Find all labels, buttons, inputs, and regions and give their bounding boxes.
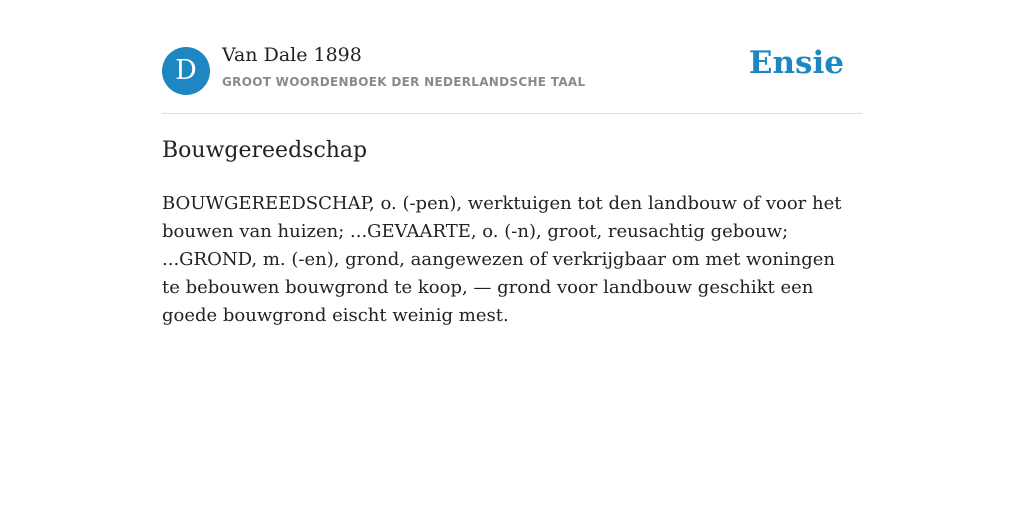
ensie-logo-link[interactable]: Ensie — [748, 45, 844, 81]
source-logo-icon[interactable]: D — [162, 47, 210, 95]
source-title-link[interactable]: Van Dale 1898 — [222, 44, 362, 66]
page-header — [162, 0, 862, 114]
source-subtitle: GROOT WOORDENBOEK DER NEDERLANDSCHE TAAL — [222, 75, 586, 89]
entry-title: Bouwgereedschap — [162, 138, 368, 163]
entry-definition: BOUWGEREEDSCHAP, o. (-pen), werktuigen tot den landbouw of voor het bouwen van huizen; ...GEVAARTE, o. (-n), groot, reusachtig gebouw; ...GROND, m. (-en), grond, aangewezen of verkrijgbaar om met woningen te bebouwen bouwgrond te koop, — grond voor landbouw geschikt een goede bouwgrond eischt weinig mest. — [162, 193, 842, 326]
page-container — [162, 0, 862, 326]
